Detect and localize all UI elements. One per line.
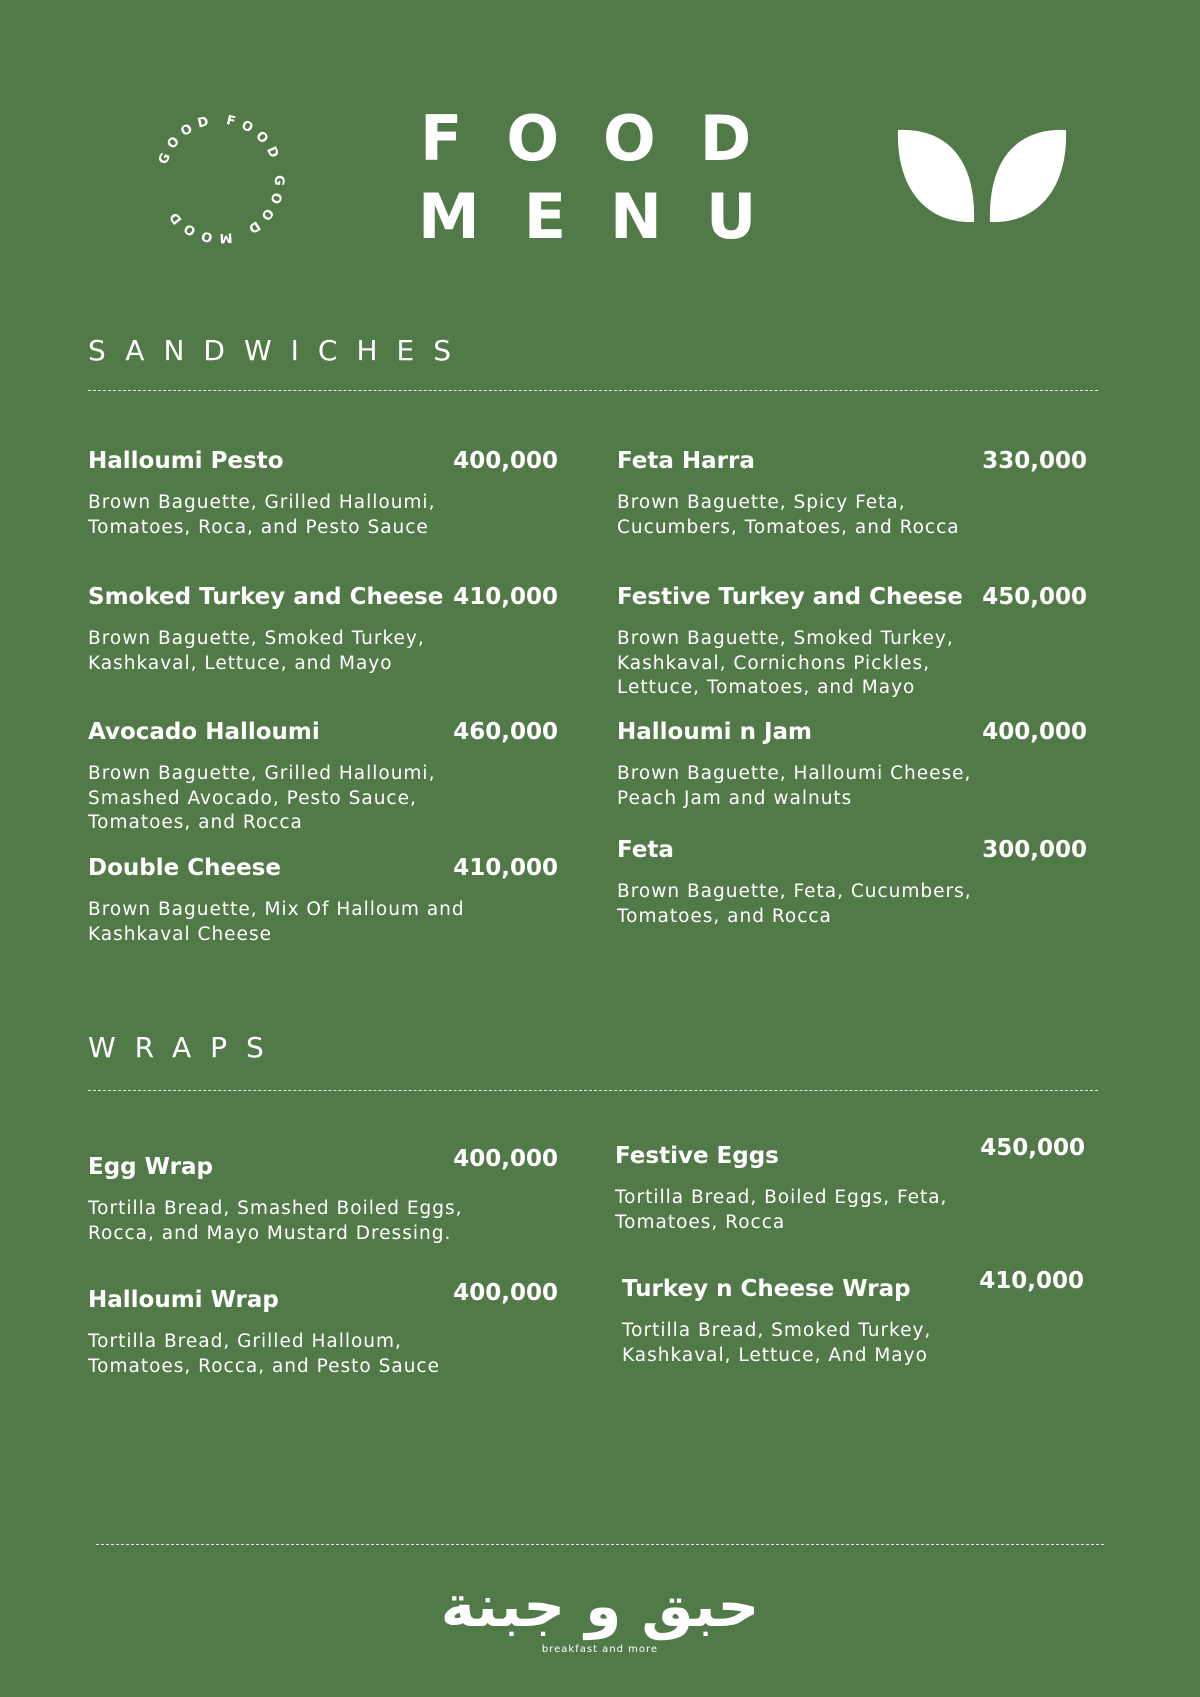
section-divider bbox=[88, 390, 1098, 391]
section-divider bbox=[88, 1090, 1098, 1091]
item-price: 410,000 bbox=[453, 584, 558, 610]
item-description: Brown Baguette, Smoked Turkey, Kashkaval, Lettuce, and Mayo bbox=[88, 628, 425, 674]
item-name: Halloumi Wrap bbox=[88, 1287, 279, 1313]
item-name: Smoked Turkey and Cheese bbox=[88, 584, 444, 610]
badge-text: GOOD FOOD GOOD MOOD bbox=[156, 112, 287, 246]
page-title-line2: MENU bbox=[418, 180, 801, 253]
section-heading-sandwiches: SANDWICHES bbox=[88, 334, 470, 367]
brand-tagline: breakfast and more bbox=[541, 1644, 659, 1655]
svg-text:GOOD FOOD GOOD MOOD bbox=[156, 113, 286, 246]
item-description: Brown Baguette, Mix Of Halloum and Kashkaval Cheese bbox=[88, 899, 465, 945]
menu-item bbox=[617, 837, 1087, 929]
page-title-line1: FOOD bbox=[420, 102, 796, 175]
menu-item bbox=[617, 448, 1087, 540]
menu-item bbox=[88, 448, 558, 540]
menu-item bbox=[88, 1146, 558, 1246]
item-price: 400,000 bbox=[453, 1280, 558, 1306]
item-name: Festive Turkey and Cheese bbox=[617, 584, 963, 610]
item-name: Halloumi Pesto bbox=[88, 448, 284, 474]
item-price: 400,000 bbox=[982, 719, 1087, 745]
item-name: Turkey n Cheese Wrap bbox=[622, 1276, 911, 1302]
item-price: 400,000 bbox=[453, 1146, 558, 1172]
item-description: Brown Baguette, Feta, Cucumbers, Tomatoes, and Rocca bbox=[617, 881, 972, 927]
item-price: 460,000 bbox=[453, 719, 558, 745]
circular-text-badge-icon bbox=[150, 109, 290, 249]
menu-item bbox=[617, 719, 1087, 811]
item-description: Tortilla Bread, Smashed Boiled Eggs, Rocca, and Mayo Mustard Dressing. bbox=[88, 1198, 463, 1244]
item-description: Tortilla Bread, Boiled Eggs, Feta, Tomatoes, Rocca bbox=[615, 1187, 948, 1233]
item-description: Tortilla Bread, Smoked Turkey, Kashkaval, Lettuce, And Mayo bbox=[622, 1320, 932, 1366]
menu-item bbox=[615, 1135, 1085, 1235]
item-description: Brown Baguette, Grilled Halloumi, Smashed Avocado, Pesto Sauce, Tomatoes, and Rocca bbox=[88, 763, 436, 833]
leaves-icon bbox=[896, 128, 1068, 224]
item-price: 410,000 bbox=[453, 855, 558, 881]
item-description: Brown Baguette, Spicy Feta, Cucumbers, Tomatoes, and Rocca bbox=[617, 492, 960, 538]
item-description: Brown Baguette, Halloumi Cheese, Peach Jam and walnuts bbox=[617, 763, 972, 809]
item-price: 330,000 bbox=[982, 448, 1087, 474]
item-name: Feta bbox=[617, 837, 674, 863]
menu-item bbox=[88, 855, 558, 947]
brand-logo: حبق و جبنة bbox=[440, 1572, 760, 1640]
menu-item bbox=[88, 719, 558, 836]
item-price: 300,000 bbox=[982, 837, 1087, 863]
item-name: Double Cheese bbox=[88, 855, 281, 881]
section-heading-wraps: WRAPS bbox=[88, 1031, 283, 1064]
item-price: 450,000 bbox=[980, 1135, 1085, 1161]
item-name: Festive Eggs bbox=[615, 1143, 779, 1169]
item-price: 410,000 bbox=[979, 1268, 1084, 1294]
menu-item bbox=[622, 1268, 1084, 1368]
item-price: 400,000 bbox=[453, 448, 558, 474]
menu-item bbox=[88, 1280, 558, 1379]
item-description: Brown Baguette, Smoked Turkey, Kashkaval, Cornichons Pickles, Lettuce, Tomatoes, and Mayo bbox=[617, 628, 954, 698]
item-description: Tortilla Bread, Grilled Halloum, Tomatoes, Rocca, and Pesto Sauce bbox=[88, 1331, 440, 1377]
menu-item bbox=[88, 584, 558, 676]
footer-divider bbox=[96, 1544, 1104, 1545]
item-description: Brown Baguette, Grilled Halloumi, Tomatoes, Roca, and Pesto Sauce bbox=[88, 492, 436, 538]
good-food-good-mood-badge bbox=[150, 109, 290, 249]
item-name: Avocado Halloumi bbox=[88, 719, 320, 745]
item-name: Halloumi n Jam bbox=[617, 719, 812, 745]
item-name: Feta Harra bbox=[617, 448, 755, 474]
item-price: 450,000 bbox=[982, 584, 1087, 610]
item-name: Egg Wrap bbox=[88, 1154, 213, 1180]
menu-item bbox=[617, 584, 1087, 701]
